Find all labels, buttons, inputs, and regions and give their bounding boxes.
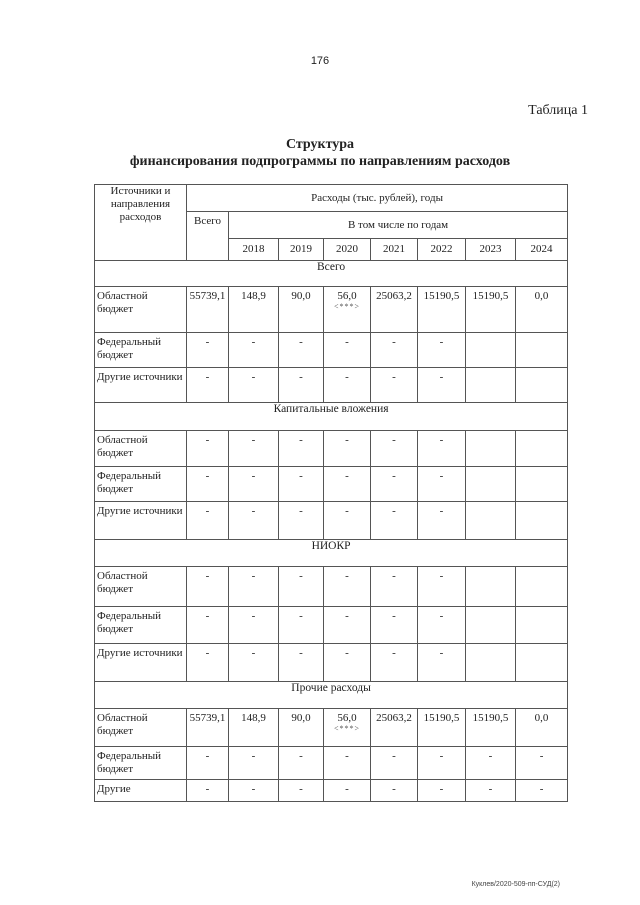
cell-value: -	[439, 505, 444, 517]
value-cell	[516, 467, 568, 502]
cell-value: -	[439, 371, 444, 383]
header-by-year: В том числе по годам	[229, 212, 568, 239]
cell-value: 15190,5	[472, 290, 509, 302]
cell-value: -	[299, 750, 303, 762]
cell-value: 90,0	[291, 290, 311, 302]
value-cell	[516, 502, 568, 540]
cell-value: -	[392, 570, 396, 582]
cell-value: -	[439, 783, 444, 795]
cell-value: -	[345, 336, 349, 348]
value-cell	[324, 709, 371, 747]
cell-value: -	[345, 610, 349, 622]
value-cell	[466, 607, 516, 644]
value-cell	[418, 502, 466, 540]
cell-value: -	[392, 336, 396, 348]
table-row	[95, 780, 568, 802]
cell-value: -	[345, 505, 349, 517]
cell-value: -	[488, 750, 493, 762]
value-cell	[229, 747, 279, 780]
value-cell	[371, 287, 418, 333]
row-label: Другие источники	[95, 644, 187, 682]
cell-value: 25063,2	[376, 290, 412, 302]
page-number: 176	[310, 55, 330, 67]
table-row	[95, 431, 568, 467]
cell-value: 90,0	[291, 712, 311, 724]
row-label: Федеральный бюджет	[95, 333, 187, 368]
cell-value: -	[205, 470, 210, 482]
value-cell	[466, 431, 516, 467]
value-cell	[516, 709, 568, 747]
value-cell	[418, 287, 466, 333]
value-cell	[324, 502, 371, 540]
value-cell	[187, 333, 229, 368]
value-cell	[371, 431, 418, 467]
cell-value: 15190,5	[472, 712, 509, 724]
value-cell	[279, 467, 324, 502]
cell-value: -	[392, 647, 396, 659]
cell-value: -	[205, 783, 210, 795]
cell-value: -	[251, 750, 256, 762]
value-cell	[371, 607, 418, 644]
year-header: 2018	[229, 239, 279, 261]
cell-value: -	[439, 610, 444, 622]
value-cell	[324, 567, 371, 607]
cell-value: -	[345, 783, 349, 795]
cell-value: -	[299, 371, 303, 383]
cell-value: -	[439, 750, 444, 762]
table-row	[95, 709, 568, 747]
row-label: Федеральный бюджет	[95, 747, 187, 780]
value-cell	[418, 431, 466, 467]
cell-value: -	[205, 505, 210, 517]
value-cell	[324, 644, 371, 682]
value-cell	[516, 567, 568, 607]
value-cell	[229, 467, 279, 502]
value-cell	[371, 747, 418, 780]
cell-value: 56,0	[337, 290, 357, 302]
cell-value: -	[251, 371, 256, 383]
header-total: Всего	[187, 212, 229, 261]
cell-value: -	[251, 470, 256, 482]
value-cell	[279, 567, 324, 607]
value-cell	[516, 431, 568, 467]
section-title: Капитальные вложения	[95, 403, 568, 431]
cell-value: -	[488, 783, 493, 795]
cell-value: -	[205, 570, 210, 582]
financing-table	[94, 184, 568, 802]
cell-value: -	[439, 570, 444, 582]
value-cell	[371, 567, 418, 607]
year-header: 2022	[418, 239, 466, 261]
cell-value: -	[392, 434, 396, 446]
value-cell	[279, 780, 324, 802]
value-cell	[187, 567, 229, 607]
value-cell	[229, 431, 279, 467]
header-expenses: Расходы (тыс. рублей), годы	[187, 185, 568, 212]
row-label: Другие источники	[95, 368, 187, 403]
value-cell	[187, 368, 229, 403]
cell-value: -	[251, 647, 256, 659]
value-cell	[516, 747, 568, 780]
cell-value: -	[205, 750, 210, 762]
cell-value: -	[205, 434, 210, 446]
footnote-mark: <***>	[333, 724, 361, 733]
value-cell	[371, 780, 418, 802]
value-cell	[371, 502, 418, 540]
cell-value: 15190,5	[423, 290, 460, 302]
cell-value: -	[539, 783, 544, 795]
cell-value: -	[251, 336, 256, 348]
cell-value: -	[299, 434, 303, 446]
cell-value: -	[392, 783, 396, 795]
year-header: 2023	[466, 239, 516, 261]
table-row	[95, 287, 568, 333]
cell-value: 0,0	[534, 712, 549, 724]
footer-stamp: Куклев/2020-509-пп-СУД(2)	[471, 881, 560, 888]
value-cell	[324, 333, 371, 368]
cell-value: -	[392, 371, 396, 383]
value-cell	[187, 709, 229, 747]
cell-value: -	[392, 470, 396, 482]
value-cell	[229, 780, 279, 802]
value-cell	[371, 368, 418, 403]
value-cell	[418, 607, 466, 644]
value-cell	[516, 368, 568, 403]
cell-value: -	[345, 434, 349, 446]
year-header: 2021	[371, 239, 418, 261]
cell-value: -	[205, 336, 210, 348]
value-cell	[187, 467, 229, 502]
value-cell	[466, 467, 516, 502]
cell-value: -	[251, 505, 256, 517]
year-header: 2019	[279, 239, 324, 261]
value-cell	[516, 780, 568, 802]
cell-value: -	[251, 570, 256, 582]
value-cell	[418, 333, 466, 368]
cell-value: -	[439, 336, 444, 348]
value-cell	[418, 467, 466, 502]
cell-value: -	[251, 783, 256, 795]
row-label: Другие источники	[95, 502, 187, 540]
table-row	[95, 567, 568, 607]
value-cell	[371, 709, 418, 747]
cell-value: -	[392, 610, 396, 622]
value-cell	[466, 502, 516, 540]
section-title: НИОКР	[95, 540, 568, 567]
cell-value: -	[251, 610, 256, 622]
row-label: Федеральный бюджет	[95, 467, 187, 502]
cell-value: -	[345, 570, 349, 582]
cell-value: -	[205, 647, 210, 659]
value-cell	[229, 567, 279, 607]
value-cell	[187, 747, 229, 780]
value-cell	[187, 607, 229, 644]
value-cell	[466, 747, 516, 780]
value-cell	[418, 780, 466, 802]
value-cell	[516, 607, 568, 644]
value-cell	[466, 567, 516, 607]
value-cell	[418, 567, 466, 607]
cell-value: 0,0	[534, 290, 549, 302]
value-cell	[229, 333, 279, 368]
year-header: 2024	[516, 239, 568, 261]
cell-value: -	[539, 750, 544, 762]
cell-value: -	[345, 470, 349, 482]
cell-value: 55739,1	[189, 290, 226, 302]
table-row	[95, 467, 568, 502]
value-cell	[516, 644, 568, 682]
section-title: Всего	[95, 261, 568, 287]
cell-value: 56,0	[337, 712, 357, 724]
document-title	[0, 136, 640, 170]
cell-value: -	[299, 336, 303, 348]
row-label: Другие	[95, 780, 187, 802]
value-cell	[279, 644, 324, 682]
cell-value: -	[205, 610, 210, 622]
section-title: Прочие расходы	[95, 682, 568, 709]
table-label: Таблица 1	[528, 103, 588, 118]
value-cell	[324, 780, 371, 802]
cell-value: 55739,1	[189, 712, 226, 724]
value-cell	[279, 607, 324, 644]
title-line-2: финансирования подпрограммы по направлениям расходов	[129, 154, 511, 169]
value-cell	[229, 502, 279, 540]
cell-value: -	[299, 570, 303, 582]
value-cell	[279, 747, 324, 780]
value-cell	[229, 287, 279, 333]
value-cell	[279, 502, 324, 540]
value-cell	[324, 431, 371, 467]
value-cell	[418, 709, 466, 747]
row-label: Областной бюджет	[95, 287, 187, 333]
row-label: Областной бюджет	[95, 431, 187, 467]
value-cell	[371, 644, 418, 682]
value-cell	[516, 287, 568, 333]
value-cell	[324, 747, 371, 780]
cell-value: -	[439, 434, 444, 446]
value-cell	[371, 333, 418, 368]
value-cell	[324, 607, 371, 644]
value-cell	[279, 431, 324, 467]
cell-value: -	[439, 647, 444, 659]
value-cell	[324, 467, 371, 502]
cell-value: -	[345, 371, 349, 383]
cell-value: -	[299, 647, 303, 659]
table-row	[95, 368, 568, 403]
title-line-1: Структура	[285, 137, 355, 152]
header-sources: Источники и направления расходов	[95, 185, 187, 261]
cell-value: -	[345, 647, 349, 659]
cell-value: -	[392, 505, 396, 517]
value-cell	[466, 368, 516, 403]
value-cell	[229, 644, 279, 682]
value-cell	[187, 644, 229, 682]
value-cell	[371, 467, 418, 502]
cell-value: -	[345, 750, 349, 762]
cell-value: -	[299, 783, 303, 795]
cell-value: 148,9	[241, 290, 266, 302]
value-cell	[466, 287, 516, 333]
value-cell	[279, 368, 324, 403]
value-cell	[229, 368, 279, 403]
value-cell	[187, 287, 229, 333]
cell-value: -	[299, 610, 303, 622]
value-cell	[229, 607, 279, 644]
cell-value: -	[392, 750, 396, 762]
value-cell	[324, 287, 371, 333]
value-cell	[229, 709, 279, 747]
value-cell	[279, 287, 324, 333]
value-cell	[187, 431, 229, 467]
cell-value: -	[299, 470, 303, 482]
table-row	[95, 747, 568, 780]
table-row	[95, 333, 568, 368]
value-cell	[466, 780, 516, 802]
cell-value: -	[439, 470, 444, 482]
table-row	[95, 644, 568, 682]
value-cell	[324, 368, 371, 403]
cell-value: 25063,2	[376, 712, 412, 724]
cell-value: -	[299, 505, 303, 517]
value-cell	[279, 333, 324, 368]
value-cell	[418, 644, 466, 682]
value-cell	[418, 368, 466, 403]
value-cell	[466, 333, 516, 368]
value-cell	[418, 747, 466, 780]
year-header: 2020	[324, 239, 371, 261]
cell-value: 148,9	[241, 712, 266, 724]
row-label: Областной бюджет	[95, 567, 187, 607]
cell-value: 15190,5	[423, 712, 460, 724]
value-cell	[279, 709, 324, 747]
cell-value: -	[251, 434, 256, 446]
row-label: Федеральный бюджет	[95, 607, 187, 644]
table-row	[95, 502, 568, 540]
cell-value: -	[205, 371, 210, 383]
footnote-mark: <***>	[333, 302, 361, 311]
value-cell	[187, 780, 229, 802]
row-label: Областной бюджет	[95, 709, 187, 747]
value-cell	[187, 502, 229, 540]
table-row	[95, 607, 568, 644]
value-cell	[466, 644, 516, 682]
value-cell	[516, 333, 568, 368]
value-cell	[466, 709, 516, 747]
